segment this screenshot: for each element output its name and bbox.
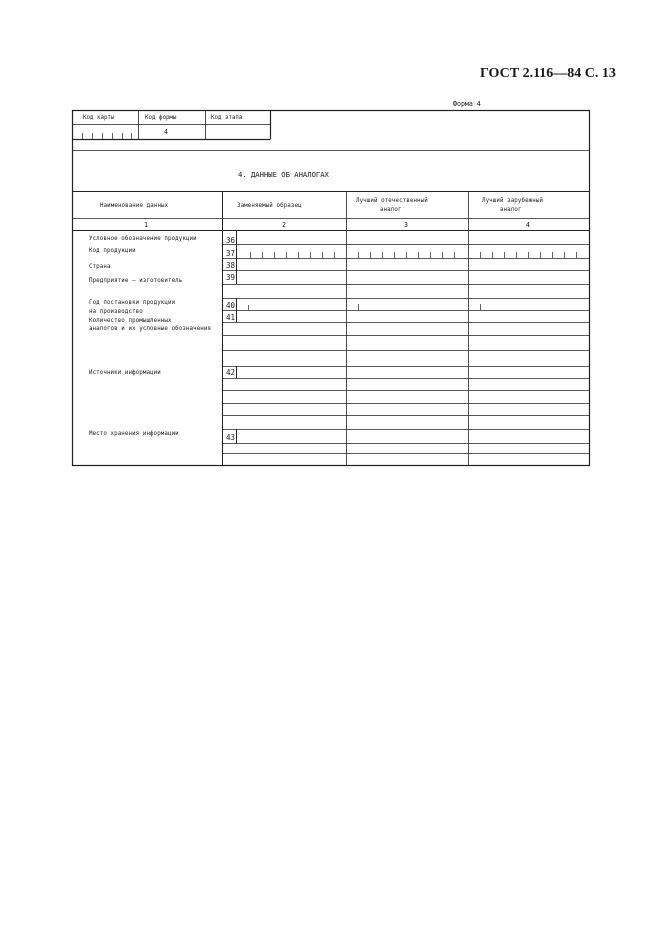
form-number: 4 xyxy=(164,128,168,136)
row-36-label: Условное обозначение продукции xyxy=(89,236,197,242)
form-label: Форма 4 xyxy=(453,100,481,108)
column-3-header-line2: аналог xyxy=(380,207,402,213)
stage-code-label: Код этапа xyxy=(211,115,243,121)
column-1-header: Наименование данных xyxy=(100,203,169,209)
row-41-label-line2: аналогов и их условные обозначения xyxy=(89,326,212,332)
column-4-header-line1: Лучший зарубежный xyxy=(482,198,544,204)
row-41-label-line1: Количество промышленных xyxy=(89,318,172,324)
card-code-label: Код карты xyxy=(83,115,115,121)
column-4-header-line2: аналог xyxy=(500,207,522,213)
column-1-number: 1 xyxy=(144,221,148,229)
row-38-number: 38 xyxy=(226,261,236,270)
column-3-number: 3 xyxy=(404,221,408,229)
row-43-number: 43 xyxy=(226,433,236,442)
row-42-label: Источники информации xyxy=(89,370,161,376)
row-40-label-line2: на производство xyxy=(89,309,143,315)
row-37-label: Код продукции xyxy=(89,248,136,254)
row-42-number: 42 xyxy=(226,368,236,377)
form-code-label: Код формы xyxy=(145,115,177,121)
row-40-label-line1: Год постановки продукции xyxy=(89,300,176,306)
document-reference: ГОСТ 2.116—84 С. 13 xyxy=(480,66,616,81)
row-39-number: 39 xyxy=(226,273,236,282)
row-36-number: 36 xyxy=(226,236,236,245)
column-2-number: 2 xyxy=(282,221,286,229)
row-41-number: 41 xyxy=(226,313,236,322)
column-3-header-line1: Лучший отечественный xyxy=(356,198,428,204)
row-38-label: Страна xyxy=(89,264,111,270)
row-40-number: 40 xyxy=(226,301,236,310)
row-39-label: Предприятие – изготовитель xyxy=(89,278,183,284)
column-4-number: 4 xyxy=(526,221,530,229)
section-title: 4. ДАННЫЕ ОБ АНАЛОГАХ xyxy=(238,170,329,179)
column-2-header: Заменяемый образец xyxy=(237,203,302,209)
row-37-number: 37 xyxy=(226,249,236,258)
row-43-label: Место хранения информации xyxy=(89,431,179,437)
